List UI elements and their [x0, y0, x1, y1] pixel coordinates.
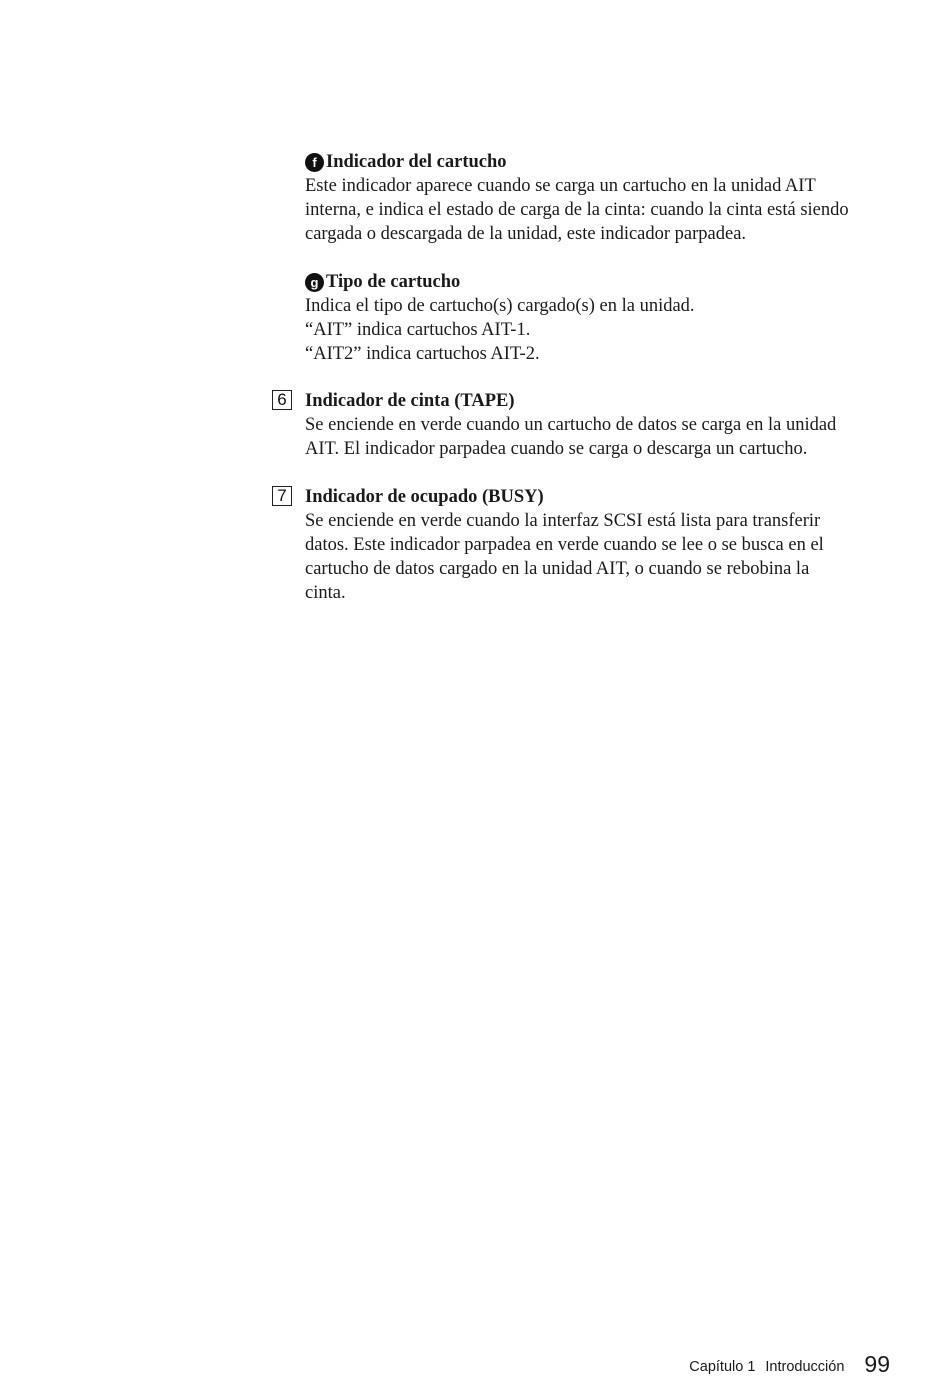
section-title: Tipo de cartucho [326, 272, 461, 292]
section-body [305, 509, 905, 605]
section-cartridge-type [305, 270, 905, 366]
circled-letter-g-icon: g [305, 273, 324, 292]
body-line: AIT. El indicador parpadea cuando se carga o descarga un cartucho. [305, 439, 808, 459]
footer-chapter-title: Introducción [765, 1359, 845, 1375]
body-line: cinta. [305, 583, 346, 603]
body-line: Este indicador aparece cuando se carga un cartucho en la unidad AIT [305, 176, 816, 196]
circled-letter-f-icon: f [305, 153, 324, 172]
body-line: cartucho de datos cargado en la unidad AIT, o cuando se rebobina la [305, 559, 810, 579]
section-busy-indicator [305, 485, 905, 605]
item-number-7-box: 7 [272, 486, 292, 506]
section-heading [305, 150, 905, 174]
section-heading [305, 270, 905, 294]
body-line: cargada o descargada de la unidad, este indicador parpadea. [305, 224, 747, 244]
section-title: Indicador del cartucho [326, 152, 507, 172]
body-line: datos. Este indicador parpadea en verde cuando se lee o se busca en el [305, 535, 824, 555]
section-body [305, 294, 905, 366]
page-footer [0, 1350, 890, 1377]
body-line: Se enciende en verde cuando un cartucho de datos se carga en la unidad [305, 415, 837, 435]
body-line: interna, e indica el estado de carga de la cinta: cuando la cinta está siendo [305, 200, 849, 220]
section-body [305, 413, 905, 461]
section-tape-indicator [305, 389, 905, 461]
body-line: “AIT2” indica cartuchos AIT-2. [305, 344, 540, 364]
section-title: Indicador de ocupado (BUSY) [305, 487, 544, 507]
body-line: “AIT” indica cartuchos AIT-1. [305, 320, 531, 340]
page-number: 99 [864, 1351, 890, 1377]
section-cartridge-indicator [305, 150, 905, 246]
section-title: Indicador de cinta (TAPE) [305, 391, 515, 411]
footer-chapter: Capítulo 1 [689, 1359, 756, 1375]
item-number-6-box: 6 [272, 390, 292, 410]
section-body [305, 174, 905, 246]
body-line: Se enciende en verde cuando la interfaz SCSI está lista para transferir [305, 511, 821, 531]
body-line: Indica el tipo de cartucho(s) cargado(s) en la unidad. [305, 296, 695, 316]
